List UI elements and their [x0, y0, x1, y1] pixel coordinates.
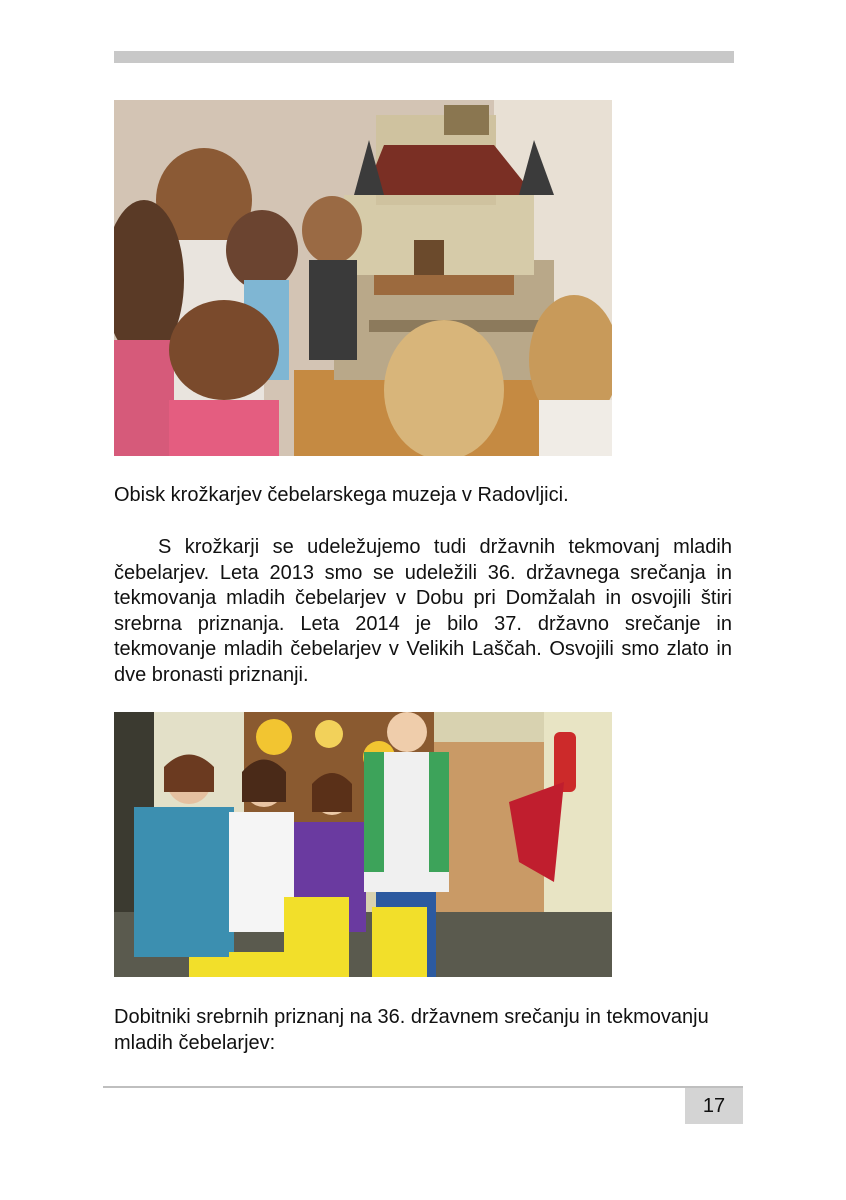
body-paragraph: S krožkarji se udeležujemo tudi državnih tekmovanj mladih čebelarjev. Leta 2013 smo se udeležili 36. državnega srečanja in tekmovanja mladih čebelarjev v Dobu pri Domžalah in osvojili štiri srebrna priznanja. Leta 2014 je bilo 37. državno srečanje in tekmovanje mladih čebelarjev v Velikih Laščah. Osvojili smo zlato in dve bronasti priznanji.	[114, 536, 732, 686]
page-number: 17	[685, 1088, 743, 1124]
winners-photo	[114, 712, 612, 977]
header-bar	[114, 51, 734, 63]
footer-rule	[103, 1086, 743, 1088]
museum-photo-caption: Obisk krožkarjev čebelarskega muzeja v Radovljici.	[114, 484, 569, 506]
winners-photo-caption: Dobitniki srebrnih priznanj na 36. državnem srečanju in tekmovanju mladih čebelarjev:	[114, 1006, 709, 1054]
museum-photo	[114, 100, 612, 456]
